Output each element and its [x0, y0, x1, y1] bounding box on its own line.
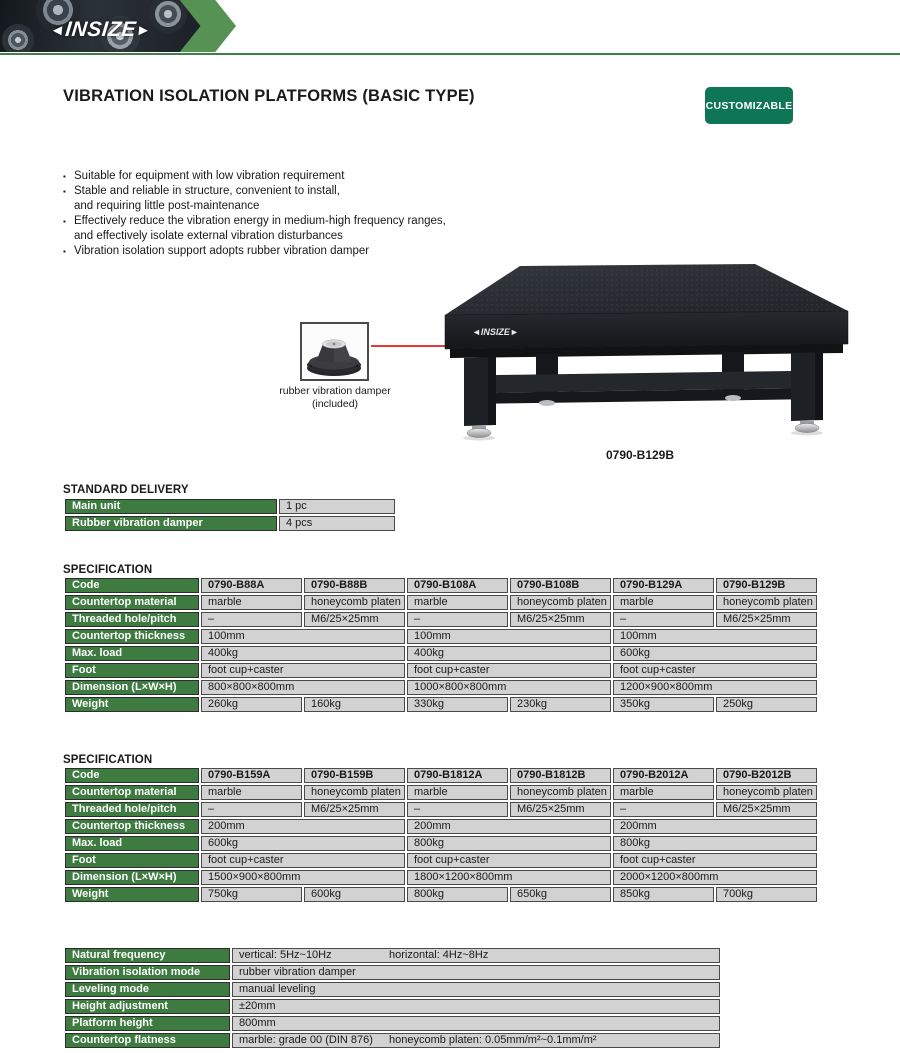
spec-row-label: Max. load	[65, 646, 199, 661]
spec-cell: –	[613, 802, 714, 817]
damper-caption	[258, 385, 412, 411]
logo-arrow-left-icon: ◄	[49, 22, 67, 39]
general-label: Countertop flatness	[65, 1033, 230, 1048]
spec-row	[65, 595, 817, 610]
spec-cell: 2000×1200×800mm	[613, 870, 817, 885]
general-value-part: marble: grade 00 (DIN 876)	[239, 1034, 373, 1046]
spec-cell: 100mm	[407, 629, 611, 644]
spec-cell: 850kg	[613, 887, 714, 902]
general-value-part: rubber vibration damper	[239, 966, 356, 978]
general-value-part: ±20mm	[239, 1000, 276, 1012]
spec-row-label: Countertop thickness	[65, 629, 199, 644]
delivery-row	[65, 499, 395, 514]
logo-arrow-right-icon: ►	[135, 22, 153, 39]
delivery-label: Main unit	[65, 499, 277, 514]
spec-cell: 350kg	[613, 697, 714, 712]
specification-heading-1: SPECIFICATION	[63, 564, 153, 576]
spec-cell: M6/25×25mm	[716, 802, 817, 817]
spec-cell: 1500×900×800mm	[201, 870, 405, 885]
spec-row-label: Weight	[65, 887, 199, 902]
spec-row-label: Countertop material	[65, 785, 199, 800]
spec-row	[65, 629, 817, 644]
spec-cell: 600kg	[304, 887, 405, 902]
spec-row-label: Code	[65, 768, 199, 783]
spec-row	[65, 646, 817, 661]
spec-cell: 260kg	[201, 697, 302, 712]
specification-table-2	[63, 766, 819, 904]
general-row	[65, 1033, 720, 1048]
spec-cell: 750kg	[201, 887, 302, 902]
spec-row	[65, 836, 817, 851]
insize-logo	[49, 18, 153, 42]
general-label: Platform height	[65, 1016, 230, 1031]
bullet-icon: ▪	[63, 187, 66, 196]
general-value-part: horizontal: 4Hz~8Hz	[389, 949, 489, 961]
spec-cell: 160kg	[304, 697, 405, 712]
spec-cell: 100mm	[613, 629, 817, 644]
spec-cell: honeycomb platen	[716, 785, 817, 800]
spec-cell: 330kg	[407, 697, 508, 712]
general-value-part: vertical: 5Hz~10Hz	[239, 949, 332, 961]
spec-cell: M6/25×25mm	[304, 802, 405, 817]
spec-cell: marble	[613, 595, 714, 610]
spec-cell: 200mm	[613, 819, 817, 834]
spec-cell: 1800×1200×800mm	[407, 870, 611, 885]
spec-cell: 0790-B88B	[304, 578, 405, 593]
general-label: Leveling mode	[65, 982, 230, 997]
spec-row-label: Dimension (L×W×H)	[65, 680, 199, 695]
delivery-label: Rubber vibration damper	[65, 516, 277, 531]
spec-cell: marble	[407, 595, 508, 610]
feature-text: Stable and reliable in structure, convenient to install, and requiring little post-maintenance	[74, 185, 340, 212]
spec-row-label: Foot	[65, 853, 199, 868]
feature-text: Vibration isolation support adopts rubber vibration damper	[74, 245, 370, 257]
bullet-icon: ▪	[63, 172, 66, 181]
header-divider	[0, 53, 900, 55]
spec-cell: 250kg	[716, 697, 817, 712]
feature-text: Effectively reduce the vibration energy in medium-high frequency ranges, and effectively isolate external vibration disturbances	[74, 215, 446, 242]
spec-cell: 400kg	[407, 646, 611, 661]
spec-cell: foot cup+caster	[407, 663, 611, 678]
spec-cell: 600kg	[201, 836, 405, 851]
customizable-badge: CUSTOMIZABLE	[705, 87, 793, 124]
general-specs-table	[63, 946, 722, 1050]
feature-list	[63, 169, 603, 259]
general-label: Height adjustment	[65, 999, 230, 1014]
general-value	[232, 982, 720, 997]
specification-table-1	[63, 576, 819, 714]
spec-cell: 1000×800×800mm	[407, 680, 611, 695]
page-title: VIBRATION ISOLATION PLATFORMS (BASIC TYPE)	[63, 87, 475, 105]
spec-cell: honeycomb platen	[304, 785, 405, 800]
spec-cell: 0790-B88A	[201, 578, 302, 593]
spec-cell: 100mm	[201, 629, 405, 644]
general-row	[65, 982, 720, 997]
spec-cell: foot cup+caster	[613, 663, 817, 678]
spec-cell: 0790-B129A	[613, 578, 714, 593]
spec-cell: 800kg	[407, 887, 508, 902]
spec-cell: marble	[201, 785, 302, 800]
spec-cell: 0790-B108B	[510, 578, 611, 593]
spec-cell: marble	[613, 785, 714, 800]
spec-row	[65, 853, 817, 868]
product-photo-logo: ◄INSIZE►	[472, 327, 519, 337]
delivery-row	[65, 516, 395, 531]
spec-cell: 0790-B2012A	[613, 768, 714, 783]
general-value	[232, 999, 720, 1014]
spec-row-label: Threaded hole/pitch	[65, 612, 199, 627]
spec-cell: M6/25×25mm	[716, 612, 817, 627]
spec-cell: honeycomb platen	[510, 785, 611, 800]
spec-cell: 0790-B129B	[716, 578, 817, 593]
spec-cell: 800kg	[407, 836, 611, 851]
feature-item	[63, 214, 603, 244]
spec-row	[65, 612, 817, 627]
bullet-icon: ▪	[63, 247, 66, 256]
general-value	[232, 948, 720, 963]
spec-cell: 0790-B1812B	[510, 768, 611, 783]
feature-text: Suitable for equipment with low vibration requirement	[74, 170, 345, 182]
damper-illustration	[302, 324, 367, 379]
general-value	[232, 1016, 720, 1031]
spec-row	[65, 680, 817, 695]
spec-cell: 0790-B159A	[201, 768, 302, 783]
spec-row	[65, 578, 817, 593]
feature-item	[63, 184, 603, 214]
specification-heading-2: SPECIFICATION	[63, 754, 153, 766]
damper-caption-line1: rubber vibration damper	[279, 385, 391, 397]
spec-row-label: Countertop material	[65, 595, 199, 610]
spec-cell: 700kg	[716, 887, 817, 902]
general-value-part: honeycomb platen: 0.05mm/m²~0.1mm/m²	[389, 1034, 597, 1046]
spec-cell: marble	[407, 785, 508, 800]
general-value-part: manual leveling	[239, 983, 316, 995]
general-value	[232, 1033, 720, 1048]
damper-inset-photo	[300, 322, 369, 381]
spec-cell: honeycomb platen	[304, 595, 405, 610]
general-label: Natural frequency	[65, 948, 230, 963]
spec-cell: foot cup+caster	[201, 663, 405, 678]
spec-row	[65, 870, 817, 885]
general-row	[65, 1016, 720, 1031]
spec-row-label: Threaded hole/pitch	[65, 802, 199, 817]
spec-cell: 400kg	[201, 646, 405, 661]
general-row	[65, 999, 720, 1014]
spec-row-label: Foot	[65, 663, 199, 678]
spec-cell: –	[407, 612, 508, 627]
spec-cell: 800kg	[613, 836, 817, 851]
spec-cell: 200mm	[201, 819, 405, 834]
product-model-label: 0790-B129B	[605, 448, 675, 462]
spec-row-label: Weight	[65, 697, 199, 712]
spec-row-label: Countertop thickness	[65, 819, 199, 834]
spec-cell: M6/25×25mm	[304, 612, 405, 627]
spec-cell: –	[613, 612, 714, 627]
spec-row	[65, 819, 817, 834]
spec-cell: 0790-B2012B	[716, 768, 817, 783]
spec-cell: –	[201, 802, 302, 817]
feature-item	[63, 169, 603, 184]
spec-cell: 230kg	[510, 697, 611, 712]
spec-row	[65, 785, 817, 800]
general-row	[65, 965, 720, 980]
spec-row	[65, 663, 817, 678]
spec-cell: honeycomb platen	[716, 595, 817, 610]
spec-cell: 800×800×800mm	[201, 680, 405, 695]
spec-row-label: Code	[65, 578, 199, 593]
general-value	[232, 965, 720, 980]
spec-cell: foot cup+caster	[613, 853, 817, 868]
spec-cell: 200mm	[407, 819, 611, 834]
spec-row-label: Dimension (L×W×H)	[65, 870, 199, 885]
delivery-value: 4 pcs	[279, 516, 395, 531]
general-row	[65, 948, 720, 963]
spec-cell: 600kg	[613, 646, 817, 661]
spec-row	[65, 768, 817, 783]
spec-row	[65, 802, 817, 817]
standard-delivery-heading: STANDARD DELIVERY	[63, 484, 189, 496]
spec-row	[65, 887, 817, 902]
spec-cell: 1200×900×800mm	[613, 680, 817, 695]
spec-cell: 0790-B1812A	[407, 768, 508, 783]
spec-cell: 650kg	[510, 887, 611, 902]
general-label: Vibration isolation mode	[65, 965, 230, 980]
spec-cell: 0790-B108A	[407, 578, 508, 593]
damper-caption-line2: (included)	[311, 398, 359, 410]
product-photo	[420, 253, 870, 443]
spec-cell: foot cup+caster	[201, 853, 405, 868]
spec-cell: M6/25×25mm	[510, 802, 611, 817]
spec-row	[65, 697, 817, 712]
spec-cell: 0790-B159B	[304, 768, 405, 783]
spec-cell: foot cup+caster	[407, 853, 611, 868]
general-value-part: 800mm	[239, 1017, 276, 1029]
spec-cell: –	[407, 802, 508, 817]
spec-cell: –	[201, 612, 302, 627]
bullet-icon: ▪	[63, 217, 66, 226]
spec-cell: marble	[201, 595, 302, 610]
spec-row-label: Max. load	[65, 836, 199, 851]
standard-delivery-table	[63, 497, 397, 533]
spec-cell: M6/25×25mm	[510, 612, 611, 627]
logo-text: INSIZE	[64, 18, 138, 41]
delivery-value: 1 pc	[279, 499, 395, 514]
spec-cell: honeycomb platen	[510, 595, 611, 610]
